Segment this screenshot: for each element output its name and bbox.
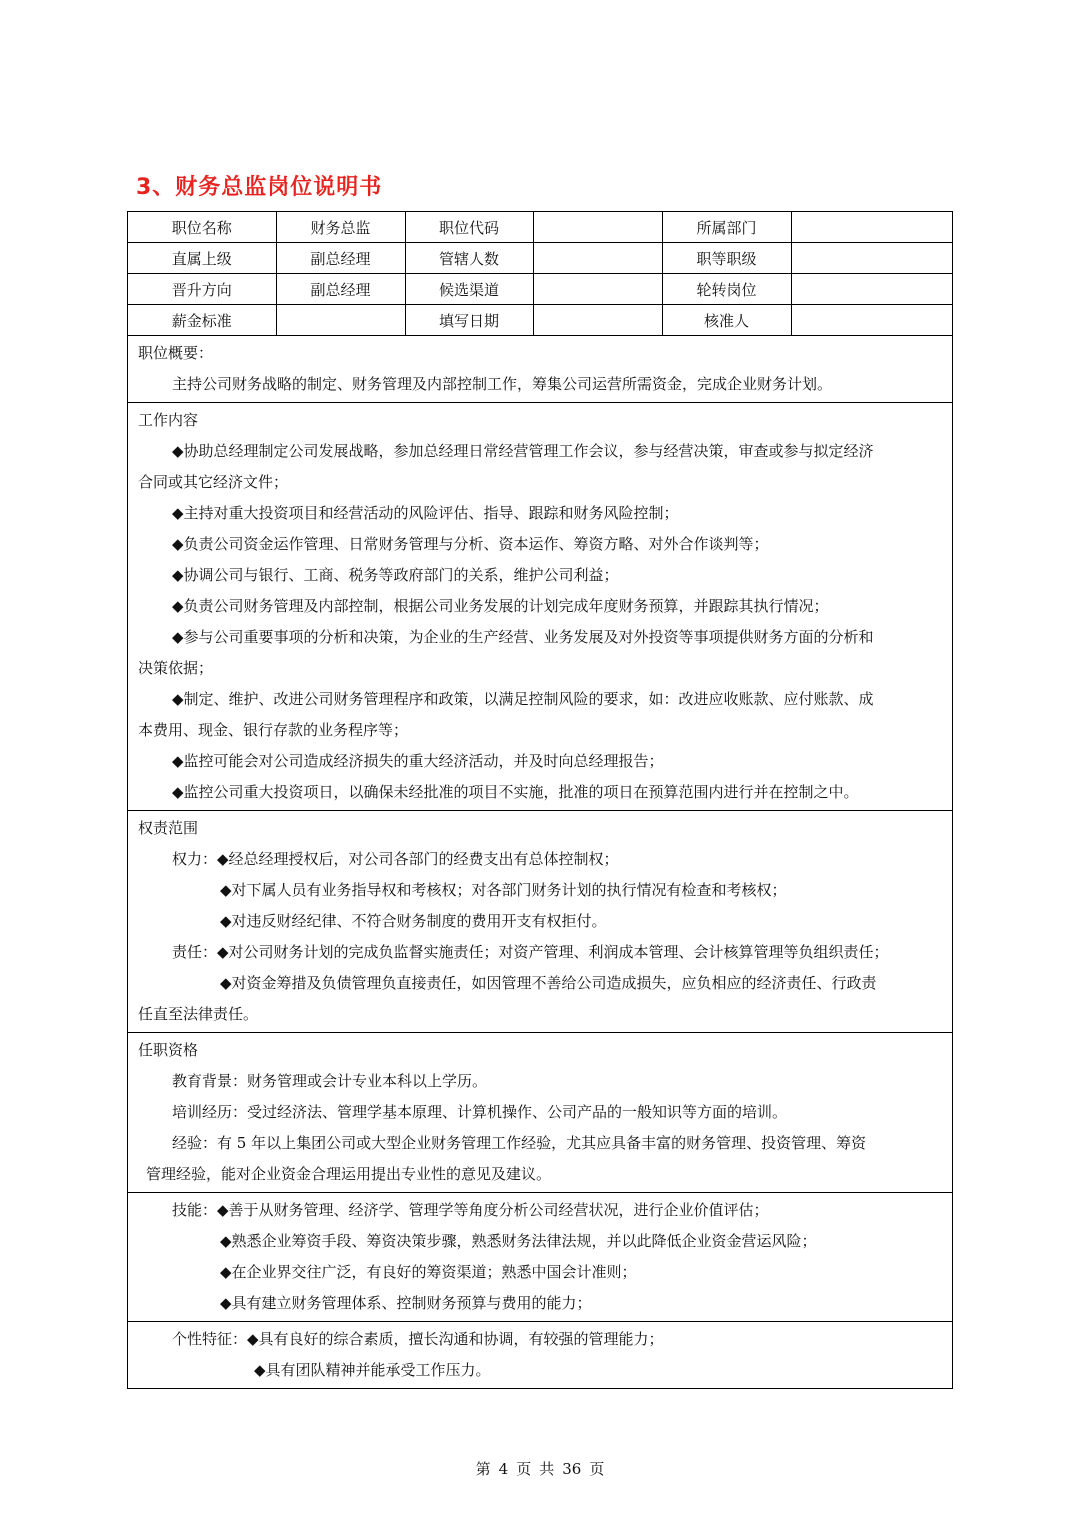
overview-section <box>128 336 952 403</box>
field-label-cell: 轮转岗位 <box>662 274 791 305</box>
field-value-cell <box>533 212 662 243</box>
skill-item: ◆善于从财务管理、经济学、管理学等角度分析公司经营状况，进行企业价值评估； <box>217 1201 769 1219</box>
duty-line: ◆负责公司资金运作管理、日常财务管理与分析、资本运作、筹资方略、对外合作谈判等； <box>172 535 769 553</box>
duties-heading: 工作内容 <box>138 411 199 429</box>
education-line: 教育背景：财务管理或会计专业本科以上学历。 <box>172 1072 488 1090</box>
duty-line: ◆负责公司财务管理及内部控制，根据公司业务发展的计划完成年度财务预算，并跟踪其执行情况； <box>172 597 829 615</box>
field-label-cell: 管辖人数 <box>405 243 533 274</box>
skill-item: ◆在企业界交往广泛，有良好的筹资渠道；熟悉中国会计准则； <box>220 1263 637 1281</box>
field-label-cell: 填写日期 <box>405 305 533 336</box>
header-row <box>128 212 952 243</box>
duty-line: 本费用、现金、银行存款的业务程序等； <box>138 721 409 739</box>
field-value-cell <box>276 305 405 336</box>
document-title: 3、财务总监岗位说明书 <box>136 175 383 200</box>
duty-line: ◆制定、维护、改进公司财务管理程序和政策，以满足控制风险的要求，如：改进应收账款、应付账款、成 <box>172 690 874 708</box>
qualifications-section <box>128 1033 952 1193</box>
personality-section <box>128 1322 952 1388</box>
header-row <box>128 274 952 305</box>
field-label-cell: 所属部门 <box>662 212 791 243</box>
responsibility-item: ◆对公司财务计划的完成负监督实施责任；对资产管理、利润成本管理、会计核算管理等负组织责任； <box>217 943 889 961</box>
overview-text: 主持公司财务战略的制定、财务管理及内部控制工作，筹集公司运营所需资金，完成企业财务计划。 <box>172 375 833 393</box>
personality-label: 个性特征： <box>172 1330 248 1348</box>
field-value-cell <box>791 305 952 336</box>
field-value-cell: 副总经理 <box>276 274 405 305</box>
skills-section <box>128 1193 952 1322</box>
qualifications-heading: 任职资格 <box>138 1041 199 1059</box>
total-page-count: 36 <box>562 1460 582 1478</box>
field-value-cell <box>533 243 662 274</box>
field-value-cell <box>791 212 952 243</box>
current-page-number: 4 <box>498 1460 509 1478</box>
responsibility-item: 任直至法律责任。 <box>138 1005 259 1023</box>
footer-text: 页 <box>589 1460 605 1478</box>
duties-section <box>128 403 952 811</box>
footer-text: 共 <box>539 1460 555 1478</box>
header-row <box>128 243 952 274</box>
power-item: ◆对下属人员有业务指导权和考核权；对各部门财务计划的执行情况有检查和考核权； <box>220 881 787 899</box>
page-footer <box>0 1458 1080 1479</box>
footer-text: 页 <box>516 1460 532 1478</box>
personality-item: ◆具有良好的综合素质，擅长沟通和协调，有较强的管理能力； <box>247 1330 664 1348</box>
field-label-cell: 候选渠道 <box>405 274 533 305</box>
power-item: ◆经总经理授权后，对公司各部门的经费支出有总体控制权； <box>217 850 619 868</box>
authority-heading: 权责范围 <box>138 819 199 837</box>
skills-label: 技能： <box>172 1201 218 1219</box>
footer-text: 第 <box>475 1460 491 1478</box>
duty-line: ◆协助总经理制定公司发展战略，参加总经理日常经营管理工作会议，参与经营决策，审查或参与拟定经济 <box>172 442 874 460</box>
authority-section <box>128 811 952 1033</box>
duty-line: ◆监控可能会对公司造成经济损失的重大经济活动，并及时向总经理报告； <box>172 752 664 770</box>
field-label-cell: 直属上级 <box>128 243 276 274</box>
field-value-cell <box>533 305 662 336</box>
job-description-table <box>127 211 953 1389</box>
duty-line: ◆参与公司重要事项的分析和决策，为企业的生产经营、业务发展及对外投资等事项提供财务方面的分析和 <box>172 628 874 646</box>
field-value-cell <box>791 243 952 274</box>
duty-line: ◆监控公司重大投资项日，以确保未经批准的项目不实施，批准的项日在预算范围内进行并在控制之中。 <box>172 783 859 801</box>
duty-line: 合同或其它经济文件； <box>138 473 289 491</box>
field-label-cell: 职位名称 <box>128 212 276 243</box>
field-value-cell: 财务总监 <box>276 212 405 243</box>
field-value-cell: 副总经理 <box>276 243 405 274</box>
field-label-cell: 核准人 <box>662 305 791 336</box>
personality-item: ◆具有团队精神并能承受工作压力。 <box>254 1361 491 1379</box>
field-label-cell: 晋升方向 <box>128 274 276 305</box>
field-value-cell <box>791 274 952 305</box>
experience-line: 管理经验，能对企业资金合理运用提出专业性的意见及建议。 <box>146 1165 552 1183</box>
power-label: 权力： <box>172 850 218 868</box>
field-label-cell: 职位代码 <box>405 212 533 243</box>
field-label-cell: 薪金标准 <box>128 305 276 336</box>
skill-item: ◆熟悉企业筹资手段、筹资决策步骤，熟悉财务法律法规，并以此降低企业资金营运风险； <box>220 1232 817 1250</box>
duty-line: 决策依据； <box>138 659 214 677</box>
header-row <box>128 305 952 336</box>
header-info-table <box>128 212 952 336</box>
responsibility-label: 责任： <box>172 943 218 961</box>
overview-heading: 职位概要： <box>138 344 214 362</box>
duty-line: ◆主持对重大投资项目和经营活动的风险评估、指导、跟踪和财务风险控制； <box>172 504 679 522</box>
skill-item: ◆具有建立财务管理体系、控制财务预算与费用的能力； <box>220 1294 592 1312</box>
experience-line: 经验：有 5 年以上集团公司或大型企业财务管理工作经验，尤其应具备丰富的财务管理、投资管理、筹资 <box>172 1134 867 1152</box>
training-line: 培训经历：受过经济法、管理学基本原理、计算机操作、公司产品的一般知识等方面的培训。 <box>172 1103 788 1121</box>
responsibility-item: ◆对资金筹措及负债管理负直接责任，如因管理不善给公司造成损失，应负相应的经济责任、行政责 <box>220 974 877 992</box>
field-label-cell: 职等职级 <box>662 243 791 274</box>
power-item: ◆对违反财经纪律、不符合财务制度的费用开支有权拒付。 <box>220 912 607 930</box>
field-value-cell <box>533 274 662 305</box>
duty-line: ◆协调公司与银行、工商、税务等政府部门的关系，维护公司利益； <box>172 566 619 584</box>
